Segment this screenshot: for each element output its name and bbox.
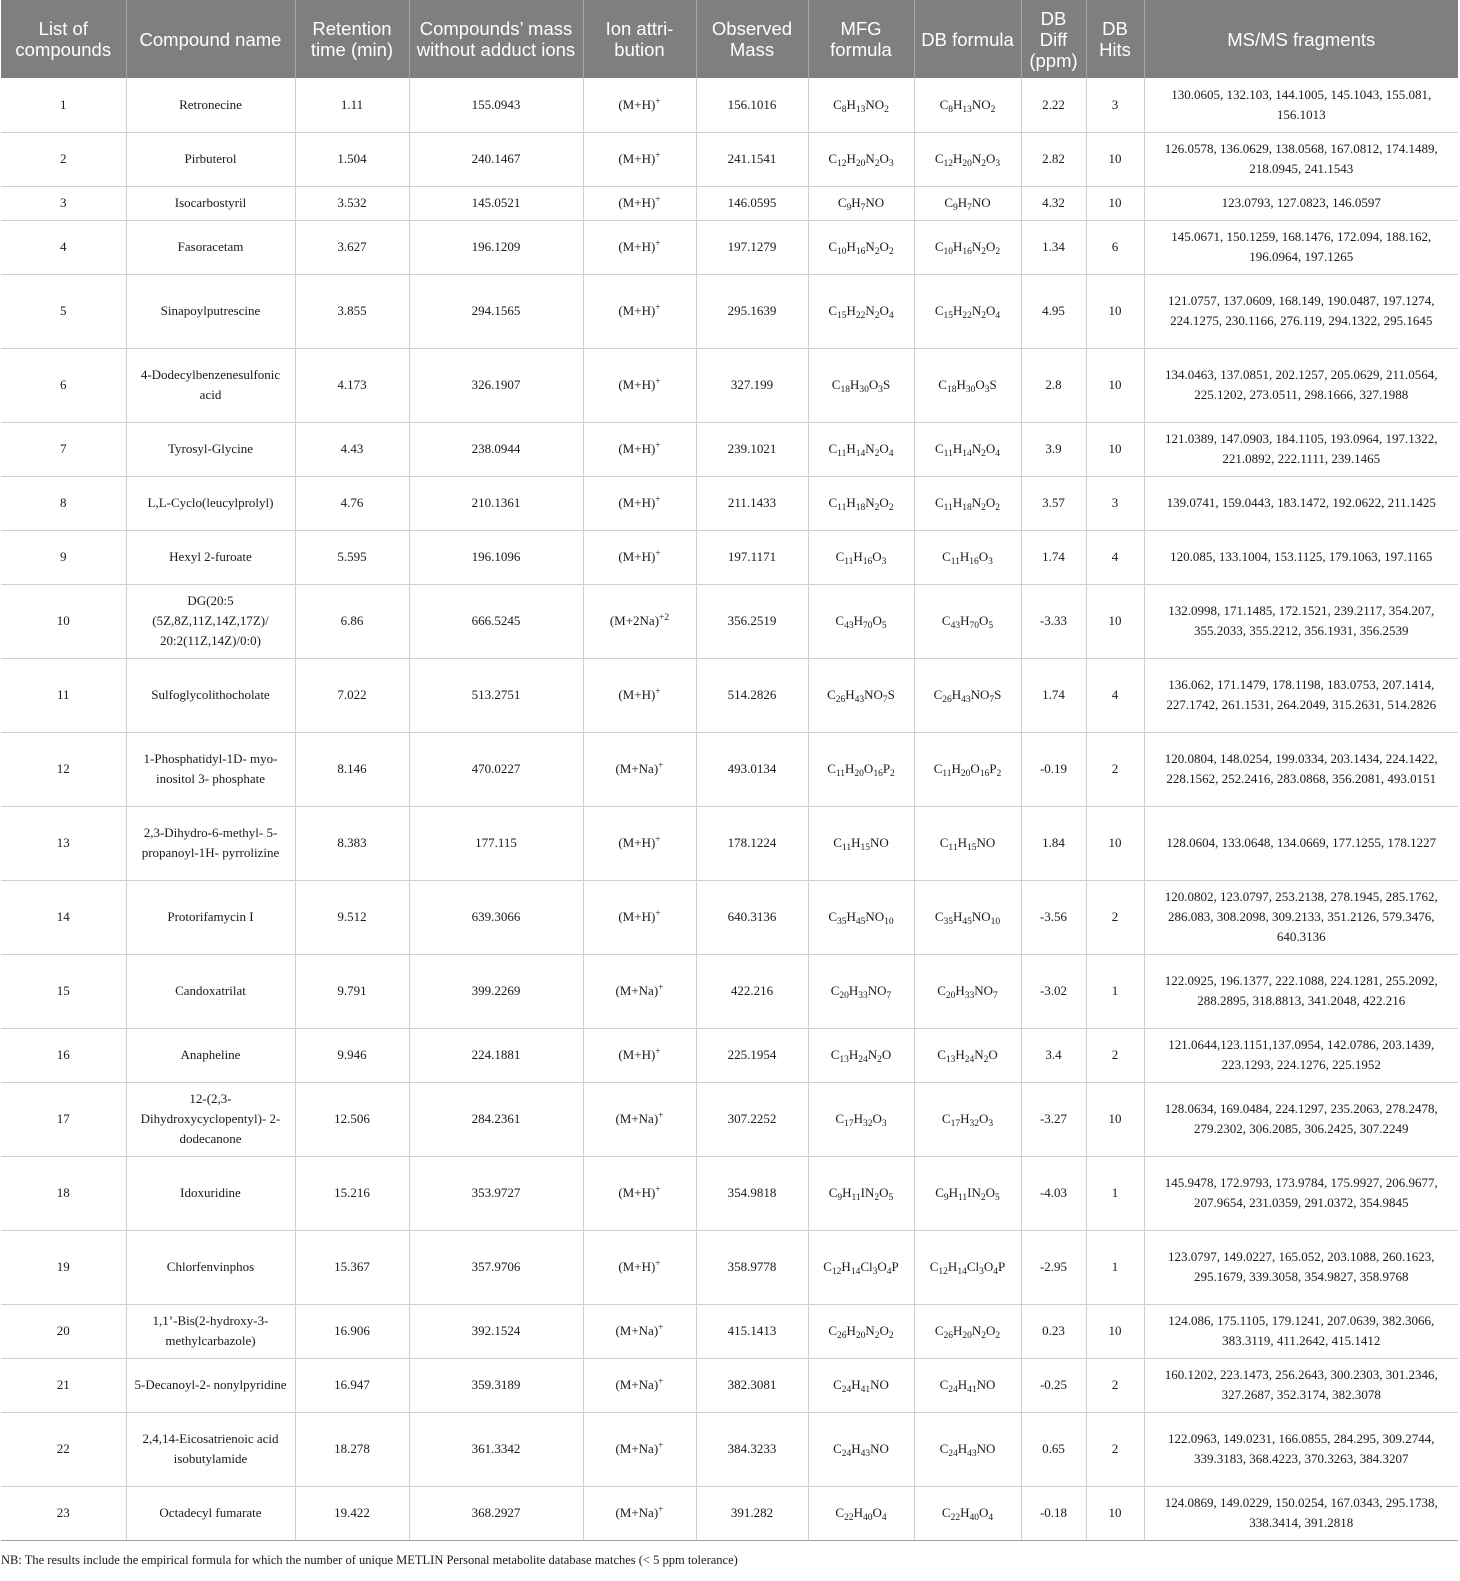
- retention-time: 16.947: [295, 1358, 409, 1412]
- compound-mass: 666.5245: [409, 584, 583, 658]
- table-row: [1, 186, 1458, 220]
- compound-mass: 238.0944: [409, 422, 583, 476]
- ion-attribution: (M+Na)+: [583, 1412, 696, 1486]
- msms-fragments: 124.0869, 149.0229, 150.0254, 167.0343, 295.1738, 338.3414, 391.2818: [1144, 1486, 1458, 1540]
- db-diff: -4.03: [1021, 1156, 1086, 1230]
- mfg-formula: $C_{20}H_{33}NO_7$: [808, 954, 914, 1028]
- header-cell: List of compounds: [1, 0, 126, 78]
- msms-fragments: 132.0998, 171.1485, 172.1521, 239.2117, 354.207, 355.2033, 355.2212, 356.1931, 356.2539: [1144, 584, 1458, 658]
- compound-number: 8: [1, 476, 126, 530]
- db-formula: $C_{20}H_{33}NO_7$: [914, 954, 1021, 1028]
- compound-mass: 392.1524: [409, 1304, 583, 1358]
- table-row: [1, 1486, 1458, 1540]
- msms-fragments: 121.0644,123.1151,137.0954, 142.0786, 203.1439, 223.1293, 224.1276, 225.1952: [1144, 1028, 1458, 1082]
- header-cell: Retention time (min): [295, 0, 409, 78]
- table-row: [1, 1230, 1458, 1304]
- db-hits: 10: [1086, 584, 1144, 658]
- db-formula: $C_{26}H_{43}NO_7S$: [914, 658, 1021, 732]
- observed-mass: 241.1541: [696, 132, 808, 186]
- compound-name: Fasoracetam: [126, 220, 295, 274]
- retention-time: 7.022: [295, 658, 409, 732]
- compound-mass: 368.2927: [409, 1486, 583, 1540]
- compound-name: Retronecine: [126, 78, 295, 132]
- db-hits: 3: [1086, 476, 1144, 530]
- table-row: [1, 954, 1458, 1028]
- retention-time: 8.383: [295, 806, 409, 880]
- db-diff: 4.95: [1021, 274, 1086, 348]
- compound-name: Hexyl 2-furoate: [126, 530, 295, 584]
- compound-number: 4: [1, 220, 126, 274]
- msms-fragments: 160.1202, 223.1473, 256.2643, 300.2303, 301.2346, 327.2687, 352.3174, 382.3078: [1144, 1358, 1458, 1412]
- ion-attribution: (M+H)+: [583, 348, 696, 422]
- db-diff: 2.8: [1021, 348, 1086, 422]
- db-hits: 1: [1086, 954, 1144, 1028]
- db-diff: 3.9: [1021, 422, 1086, 476]
- db-diff: 2.22: [1021, 78, 1086, 132]
- table-row: [1, 732, 1458, 806]
- header-cell: Ion attri- bution: [583, 0, 696, 78]
- compound-mass: 326.1907: [409, 348, 583, 422]
- retention-time: 3.532: [295, 186, 409, 220]
- table-row: [1, 220, 1458, 274]
- db-formula: $C_{11}H_{14}N_2O_4$: [914, 422, 1021, 476]
- ion-attribution: (M+H)+: [583, 1028, 696, 1082]
- db-hits: 10: [1086, 1304, 1144, 1358]
- compound-mass: 196.1096: [409, 530, 583, 584]
- compound-mass: 294.1565: [409, 274, 583, 348]
- compound-number: 1: [1, 78, 126, 132]
- db-hits: 10: [1086, 274, 1144, 348]
- observed-mass: 358.9778: [696, 1230, 808, 1304]
- compound-name: 12-(2,3- Dihydroxycyclopentyl)- 2-dodecanone: [126, 1082, 295, 1156]
- compound-name: Chlorfenvinphos: [126, 1230, 295, 1304]
- db-hits: 4: [1086, 658, 1144, 732]
- retention-time: 3.627: [295, 220, 409, 274]
- db-formula: $C_{11}H_{16}O_3$: [914, 530, 1021, 584]
- mfg-formula: $C_{18}H_{30}O_3S$: [808, 348, 914, 422]
- msms-fragments: 145.0671, 150.1259, 168.1476, 172.094, 188.162, 196.0964, 197.1265: [1144, 220, 1458, 274]
- compound-mass: 155.0943: [409, 78, 583, 132]
- db-hits: 10: [1086, 1082, 1144, 1156]
- ion-attribution: (M+Na)+: [583, 1082, 696, 1156]
- compound-mass: 470.0227: [409, 732, 583, 806]
- db-formula: $C_{35}H_{45}NO_{10}$: [914, 880, 1021, 954]
- compound-mass: 210.1361: [409, 476, 583, 530]
- table-row: [1, 584, 1458, 658]
- mfg-formula: $C_{11}H_{14}N_2O_4$: [808, 422, 914, 476]
- observed-mass: 382.3081: [696, 1358, 808, 1412]
- ion-attribution: (M+H)+: [583, 530, 696, 584]
- ion-attribution: (M+Na)+: [583, 1358, 696, 1412]
- compound-number: 20: [1, 1304, 126, 1358]
- table-row: [1, 1304, 1458, 1358]
- compound-name: Tyrosyl-Glycine: [126, 422, 295, 476]
- observed-mass: 211.1433: [696, 476, 808, 530]
- msms-fragments: 123.0793, 127.0823, 146.0597: [1144, 186, 1458, 220]
- compound-number: 11: [1, 658, 126, 732]
- compound-mass: 513.2751: [409, 658, 583, 732]
- table-row: [1, 274, 1458, 348]
- db-diff: 2.82: [1021, 132, 1086, 186]
- db-hits: 2: [1086, 732, 1144, 806]
- compound-name: 1-Phosphatidyl-1D- myo- inositol 3- phosphate: [126, 732, 295, 806]
- table-row: [1, 880, 1458, 954]
- msms-fragments: 121.0389, 147.0903, 184.1105, 193.0964, 197.1322, 221.0892, 222.1111, 239.1465: [1144, 422, 1458, 476]
- db-hits: 10: [1086, 422, 1144, 476]
- compound-mass: 359.3189: [409, 1358, 583, 1412]
- db-formula: $C_{24}H_{43}NO$: [914, 1412, 1021, 1486]
- compound-name: 2,3-Dihydro-6-methyl- 5- propanoyl-1H- pyrrolizine: [126, 806, 295, 880]
- header-cell: DB Hits: [1086, 0, 1144, 78]
- compound-name: L,L-Cyclo(leucylprolyl): [126, 476, 295, 530]
- compound-mass: 399.2269: [409, 954, 583, 1028]
- compound-name: 4-Dodecylbenzenesulfonic acid: [126, 348, 295, 422]
- compound-name: 1,1’-Bis(2-hydroxy-3- methylcarbazole): [126, 1304, 295, 1358]
- db-formula: $C_{43}H_{70}O_5$: [914, 584, 1021, 658]
- retention-time: 9.512: [295, 880, 409, 954]
- db-diff: -3.27: [1021, 1082, 1086, 1156]
- retention-time: 9.946: [295, 1028, 409, 1082]
- msms-fragments: 128.0634, 169.0484, 224.1297, 235.2063, 278.2478, 279.2302, 306.2085, 306.2425, 307.2249: [1144, 1082, 1458, 1156]
- msms-fragments: 121.0757, 137.0609, 168.149, 190.0487, 197.1274, 224.1275, 230.1166, 276.119, 294.1322, 295.1645: [1144, 274, 1458, 348]
- table-row: [1, 1358, 1458, 1412]
- db-formula: $C_8H_{13}NO_2$: [914, 78, 1021, 132]
- mfg-formula: $C_{11}H_{16}O_3$: [808, 530, 914, 584]
- observed-mass: 391.282: [696, 1486, 808, 1540]
- table-row: [1, 806, 1458, 880]
- compound-number: 15: [1, 954, 126, 1028]
- mfg-formula: $C_{10}H_{16}N_2O_2$: [808, 220, 914, 274]
- observed-mass: 197.1279: [696, 220, 808, 274]
- msms-fragments: 120.0804, 148.0254, 199.0334, 203.1434, 224.1422, 228.1562, 252.2416, 283.0868, 356.2081, 493.0151: [1144, 732, 1458, 806]
- msms-fragments: 145.9478, 172.9793, 173.9784, 175.9927, 206.9677, 207.9654, 231.0359, 291.0372, 354.9845: [1144, 1156, 1458, 1230]
- observed-mass: 146.0595: [696, 186, 808, 220]
- db-diff: 3.4: [1021, 1028, 1086, 1082]
- header-cell: MFG formula: [808, 0, 914, 78]
- table-row: [1, 132, 1458, 186]
- table-row: [1, 1156, 1458, 1230]
- compound-number: 12: [1, 732, 126, 806]
- compound-name: Isocarbostyril: [126, 186, 295, 220]
- db-formula: $C_{12}H_{20}N_2O_3$: [914, 132, 1021, 186]
- compound-number: 19: [1, 1230, 126, 1304]
- compound-mass: 361.3342: [409, 1412, 583, 1486]
- db-hits: 6: [1086, 220, 1144, 274]
- db-formula: $C_9H_7NO$: [914, 186, 1021, 220]
- observed-mass: 384.3233: [696, 1412, 808, 1486]
- mfg-formula: $C_{26}H_{20}N_2O_2$: [808, 1304, 914, 1358]
- observed-mass: 156.1016: [696, 78, 808, 132]
- observed-mass: 197.1171: [696, 530, 808, 584]
- compound-name: Anapheline: [126, 1028, 295, 1082]
- mfg-formula: $C_9H_{11}IN_2O_5$: [808, 1156, 914, 1230]
- ion-attribution: (M+Na)+: [583, 732, 696, 806]
- table-row: [1, 530, 1458, 584]
- mfg-formula: $C_{11}H_{18}N_2O_2$: [808, 476, 914, 530]
- compound-number: 18: [1, 1156, 126, 1230]
- retention-time: 18.278: [295, 1412, 409, 1486]
- compound-mass: 284.2361: [409, 1082, 583, 1156]
- ion-attribution: (M+H)+: [583, 658, 696, 732]
- db-hits: 1: [1086, 1156, 1144, 1230]
- retention-time: 19.422: [295, 1486, 409, 1540]
- compound-mass: 224.1881: [409, 1028, 583, 1082]
- observed-mass: 178.1224: [696, 806, 808, 880]
- retention-time: 1.11: [295, 78, 409, 132]
- observed-mass: 415.1413: [696, 1304, 808, 1358]
- msms-fragments: 124.086, 175.1105, 179.1241, 207.0639, 382.3066, 383.3119, 411.2642, 415.1412: [1144, 1304, 1458, 1358]
- mfg-formula: $C_{35}H_{45}NO_{10}$: [808, 880, 914, 954]
- retention-time: 5.595: [295, 530, 409, 584]
- db-hits: 10: [1086, 806, 1144, 880]
- db-hits: 10: [1086, 348, 1144, 422]
- msms-fragments: 136.062, 171.1479, 178.1198, 183.0753, 207.1414, 227.1742, 261.1531, 264.2049, 315.2631, 514.2826: [1144, 658, 1458, 732]
- db-formula: $C_9H_{11}IN_2O_5$: [914, 1156, 1021, 1230]
- msms-fragments: 122.0925, 196.1377, 222.1088, 224.1281, 255.2092, 288.2895, 318.8813, 341.2048, 422.216: [1144, 954, 1458, 1028]
- footnote: NB: The results include the empirical formula for which the number of unique METLIN Personal metabolite database matches (< 5 ppm tolerance): [1, 1553, 738, 1567]
- compound-mass: 196.1209: [409, 220, 583, 274]
- observed-mass: 239.1021: [696, 422, 808, 476]
- db-formula: $C_{22}H_{40}O_4$: [914, 1486, 1021, 1540]
- mfg-formula: $C_{43}H_{70}O_5$: [808, 584, 914, 658]
- db-formula: $C_{18}H_{30}O_3S$: [914, 348, 1021, 422]
- table-row: [1, 78, 1458, 132]
- compound-mass: 353.9727: [409, 1156, 583, 1230]
- table-row: [1, 476, 1458, 530]
- mfg-formula: $C_{11}H_{15}NO$: [808, 806, 914, 880]
- observed-mass: 307.2252: [696, 1082, 808, 1156]
- observed-mass: 354.9818: [696, 1156, 808, 1230]
- compound-name: Protorifamycin I: [126, 880, 295, 954]
- msms-fragments: 122.0963, 149.0231, 166.0855, 284.295, 309.2744, 339.3183, 368.4223, 370.3263, 384.3207: [1144, 1412, 1458, 1486]
- mfg-formula: $C_8H_{13}NO_2$: [808, 78, 914, 132]
- db-hits: 2: [1086, 1358, 1144, 1412]
- compound-number: 9: [1, 530, 126, 584]
- db-diff: 0.65: [1021, 1412, 1086, 1486]
- retention-time: 3.855: [295, 274, 409, 348]
- db-hits: 10: [1086, 186, 1144, 220]
- table-row: [1, 658, 1458, 732]
- table-row: [1, 1028, 1458, 1082]
- observed-mass: 514.2826: [696, 658, 808, 732]
- mfg-formula: $C_{11}H_{20}O_{16}P_2$: [808, 732, 914, 806]
- header-cell: Observed Mass: [696, 0, 808, 78]
- ion-attribution: (M+H)+: [583, 806, 696, 880]
- compound-name: Pirbuterol: [126, 132, 295, 186]
- observed-mass: 327.199: [696, 348, 808, 422]
- compound-table: [1, 0, 1458, 1541]
- compound-mass: 639.3066: [409, 880, 583, 954]
- header-row: [1, 0, 1458, 78]
- compound-name: Octadecyl fumarate: [126, 1486, 295, 1540]
- db-diff: -3.02: [1021, 954, 1086, 1028]
- db-formula: $C_{10}H_{16}N_2O_2$: [914, 220, 1021, 274]
- compound-number: 14: [1, 880, 126, 954]
- ion-attribution: (M+H)+: [583, 422, 696, 476]
- db-formula: $C_{17}H_{32}O_3$: [914, 1082, 1021, 1156]
- compound-number: 13: [1, 806, 126, 880]
- db-diff: 0.23: [1021, 1304, 1086, 1358]
- ion-attribution: (M+H)+: [583, 220, 696, 274]
- db-diff: -0.19: [1021, 732, 1086, 806]
- db-diff: 3.57: [1021, 476, 1086, 530]
- ion-attribution: (M+H)+: [583, 1156, 696, 1230]
- db-formula: $C_{11}H_{18}N_2O_2$: [914, 476, 1021, 530]
- db-formula: $C_{13}H_{24}N_2O$: [914, 1028, 1021, 1082]
- mfg-formula: $C_{22}H_{40}O_4$: [808, 1486, 914, 1540]
- mfg-formula: $C_{24}H_{41}NO$: [808, 1358, 914, 1412]
- db-diff: 1.74: [1021, 530, 1086, 584]
- db-diff: -0.25: [1021, 1358, 1086, 1412]
- ion-attribution: (M+Na)+: [583, 1304, 696, 1358]
- retention-time: 16.906: [295, 1304, 409, 1358]
- compound-number: 2: [1, 132, 126, 186]
- msms-fragments: 120.085, 133.1004, 153.1125, 179.1063, 197.1165: [1144, 530, 1458, 584]
- table-row: [1, 1082, 1458, 1156]
- observed-mass: 493.0134: [696, 732, 808, 806]
- db-hits: 2: [1086, 1412, 1144, 1486]
- db-formula: $C_{11}H_{20}O_{16}P_2$: [914, 732, 1021, 806]
- compound-name: Candoxatrilat: [126, 954, 295, 1028]
- compound-number: 21: [1, 1358, 126, 1412]
- compound-name: 5-Decanoyl-2- nonylpyridine: [126, 1358, 295, 1412]
- mfg-formula: $C_{26}H_{43}NO_7S$: [808, 658, 914, 732]
- compound-mass: 145.0521: [409, 186, 583, 220]
- db-diff: -3.56: [1021, 880, 1086, 954]
- compound-number: 6: [1, 348, 126, 422]
- db-formula: $C_{24}H_{41}NO$: [914, 1358, 1021, 1412]
- compound-number: 7: [1, 422, 126, 476]
- db-hits: 4: [1086, 530, 1144, 584]
- retention-time: 4.173: [295, 348, 409, 422]
- retention-time: 4.76: [295, 476, 409, 530]
- observed-mass: 295.1639: [696, 274, 808, 348]
- db-diff: 1.84: [1021, 806, 1086, 880]
- retention-time: 12.506: [295, 1082, 409, 1156]
- ion-attribution: (M+H)+: [583, 78, 696, 132]
- db-diff: -0.18: [1021, 1486, 1086, 1540]
- mfg-formula: $C_{12}H_{14}Cl_3O_4P$: [808, 1230, 914, 1304]
- ion-attribution: (M+Na)+: [583, 954, 696, 1028]
- ion-attribution: (M+Na)+: [583, 1486, 696, 1540]
- db-diff: -3.33: [1021, 584, 1086, 658]
- db-hits: 2: [1086, 880, 1144, 954]
- ion-attribution: (M+H)+: [583, 132, 696, 186]
- retention-time: 1.504: [295, 132, 409, 186]
- header-cell: Compound name: [126, 0, 295, 78]
- header-cell: MS/MS fragments: [1144, 0, 1458, 78]
- db-formula: $C_{11}H_{15}NO$: [914, 806, 1021, 880]
- msms-fragments: 128.0604, 133.0648, 134.0669, 177.1255, 178.1227: [1144, 806, 1458, 880]
- compound-number: 22: [1, 1412, 126, 1486]
- retention-time: 9.791: [295, 954, 409, 1028]
- msms-fragments: 120.0802, 123.0797, 253.2138, 278.1945, 285.1762, 286.083, 308.2098, 309.2133, 351.2126, 579.3476, 640.3136: [1144, 880, 1458, 954]
- msms-fragments: 134.0463, 137.0851, 202.1257, 205.0629, 211.0564, 225.1202, 273.0511, 298.1666, 327.1988: [1144, 348, 1458, 422]
- ion-attribution: $(M+2Na)^{+2}$: [583, 584, 696, 658]
- compound-number: 3: [1, 186, 126, 220]
- table-row: [1, 1412, 1458, 1486]
- retention-time: 15.367: [295, 1230, 409, 1304]
- compound-number: 17: [1, 1082, 126, 1156]
- retention-time: 4.43: [295, 422, 409, 476]
- db-formula: $C_{12}H_{14}Cl_3O_4P$: [914, 1230, 1021, 1304]
- compound-name: DG(20:5 (5Z,8Z,11Z,14Z,17Z)/ 20:2(11Z,14Z)/0:0): [126, 584, 295, 658]
- msms-fragments: 126.0578, 136.0629, 138.0568, 167.0812, 174.1489, 218.0945, 241.1543: [1144, 132, 1458, 186]
- msms-fragments: 123.0797, 149.0227, 165.052, 203.1088, 260.1623, 295.1679, 339.3058, 354.9827, 358.9768: [1144, 1230, 1458, 1304]
- ion-attribution: (M+H)+: [583, 1230, 696, 1304]
- db-diff: -2.95: [1021, 1230, 1086, 1304]
- table-row: [1, 348, 1458, 422]
- db-formula: $C_{15}H_{22}N_2O_4$: [914, 274, 1021, 348]
- db-diff: 4.32: [1021, 186, 1086, 220]
- mfg-formula: $C_9H_7NO$: [808, 186, 914, 220]
- retention-time: 15.216: [295, 1156, 409, 1230]
- compound-number: 10: [1, 584, 126, 658]
- header-cell: DB Diff (ppm): [1021, 0, 1086, 78]
- db-hits: 10: [1086, 1486, 1144, 1540]
- table-row: [1, 422, 1458, 476]
- ion-attribution: (M+H)+: [583, 476, 696, 530]
- mfg-formula: $C_{17}H_{32}O_3$: [808, 1082, 914, 1156]
- compound-name: Sulfoglycolithocholate: [126, 658, 295, 732]
- header-cell: Compounds’ mass without adduct ions: [409, 0, 583, 78]
- mfg-formula: $C_{24}H_{43}NO$: [808, 1412, 914, 1486]
- compound-name: Sinapoylputrescine: [126, 274, 295, 348]
- db-hits: 10: [1086, 132, 1144, 186]
- ion-attribution: (M+H)+: [583, 880, 696, 954]
- compound-table-container: [1, 0, 1458, 1541]
- compound-mass: 177.115: [409, 806, 583, 880]
- ion-attribution: (M+H)+: [583, 274, 696, 348]
- retention-time: 8.146: [295, 732, 409, 806]
- mfg-formula: $C_{12}H_{20}N_2O_3$: [808, 132, 914, 186]
- compound-mass: 357.9706: [409, 1230, 583, 1304]
- db-hits: 3: [1086, 78, 1144, 132]
- compound-number: 5: [1, 274, 126, 348]
- compound-name: 2,4,14-Eicosatrienoic acid isobutylamide: [126, 1412, 295, 1486]
- db-diff: 1.74: [1021, 658, 1086, 732]
- db-hits: 2: [1086, 1028, 1144, 1082]
- observed-mass: 422.216: [696, 954, 808, 1028]
- observed-mass: 640.3136: [696, 880, 808, 954]
- compound-mass: 240.1467: [409, 132, 583, 186]
- observed-mass: 225.1954: [696, 1028, 808, 1082]
- msms-fragments: 130.0605, 132.103, 144.1005, 145.1043, 155.081, 156.1013: [1144, 78, 1458, 132]
- retention-time: 6.86: [295, 584, 409, 658]
- compound-name: Idoxuridine: [126, 1156, 295, 1230]
- db-hits: 1: [1086, 1230, 1144, 1304]
- compound-number: 16: [1, 1028, 126, 1082]
- mfg-formula: $C_{15}H_{22}N_2O_4$: [808, 274, 914, 348]
- ion-attribution: (M+H)+: [583, 186, 696, 220]
- header-cell: DB formula: [914, 0, 1021, 78]
- compound-number: 23: [1, 1486, 126, 1540]
- db-formula: $C_{26}H_{20}N_2O_2$: [914, 1304, 1021, 1358]
- msms-fragments: 139.0741, 159.0443, 183.1472, 192.0622, 211.1425: [1144, 476, 1458, 530]
- mfg-formula: $C_{13}H_{24}N_2O$: [808, 1028, 914, 1082]
- observed-mass: 356.2519: [696, 584, 808, 658]
- db-diff: 1.34: [1021, 220, 1086, 274]
